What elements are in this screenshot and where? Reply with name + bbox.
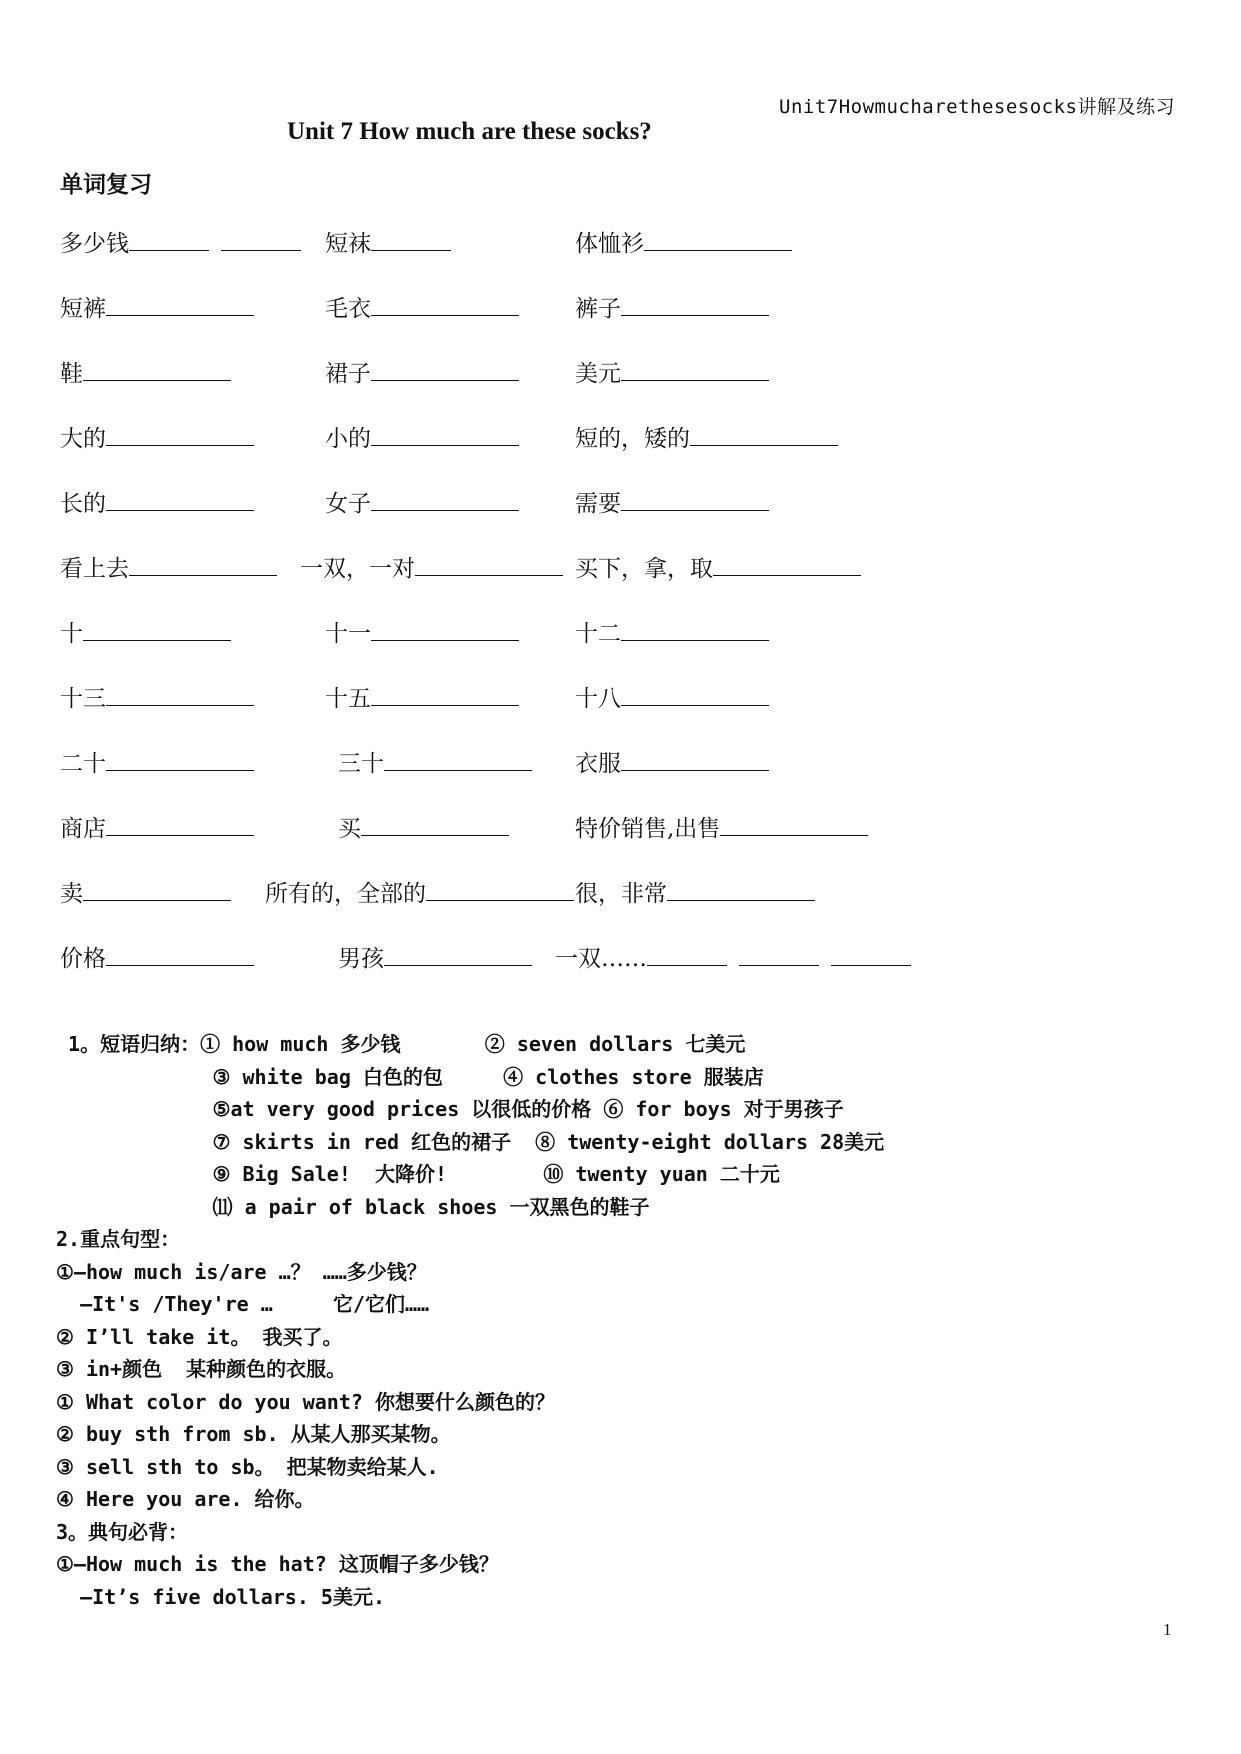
note-line: —It's /They're … 它/它们…… [56,1292,430,1316]
vocab-label: 十三 [60,686,106,712]
vocab-item [60,875,231,908]
answer-blank[interactable] [371,226,451,251]
vocab-item [300,550,563,583]
vocab-label: 女子 [325,491,371,517]
answer-blank[interactable] [739,941,819,966]
answer-blank[interactable] [384,746,532,771]
vocab-item [325,420,519,453]
vocab-label: 短裤 [60,296,106,322]
vocab-item [60,420,254,453]
page-number: 1 [1163,1620,1172,1639]
vocab-label: 十五 [325,686,371,712]
note-line: ⑾ a pair of black shoes 一双黑色的鞋子 [56,1194,650,1219]
note-line: ① What color do you want? 你想要什么颜色的？ [56,1389,555,1414]
vocab-label: 毛衣 [325,296,371,322]
vocab-item [60,680,254,713]
vocab-label: 看上去 [60,556,129,582]
note-line: ⑨ Big Sale! 大降价! ⑩ twenty yuan 二十元 [56,1162,780,1186]
vocab-item [338,745,532,778]
answer-blank[interactable] [647,941,727,966]
vocab-label: 需要 [575,491,621,517]
vocab-row [60,485,1180,550]
vocab-label: 美元 [575,361,621,387]
answer-blank[interactable] [371,356,519,381]
note-line: ③ white bag 白色的包 ④ clothes store 服装店 [56,1064,764,1089]
answer-blank[interactable] [83,616,231,641]
vocab-item [60,355,231,388]
note-line: ③ sell sth to sb。 把某物卖给某人. [56,1454,439,1479]
vocab-item [575,680,769,713]
answer-blank[interactable] [371,681,519,706]
vocab-item [60,810,254,843]
vocab-label: 鞋 [60,361,83,387]
vocab-label: 特价销售,出售 [575,816,721,842]
vocab-label: 裤子 [575,296,621,322]
answer-blank[interactable] [106,486,254,511]
vocab-item [555,940,911,973]
answer-blank[interactable] [83,356,231,381]
vocab-label: 商店 [60,816,106,842]
answer-blank[interactable] [644,226,792,251]
vocab-label: 很，非常 [575,881,667,907]
note-line: ⑤at very good prices 以很低的价格 ⑥ for boys 对于男孩子 [56,1097,844,1121]
answer-blank[interactable] [106,811,254,836]
note-line: 1。短语归纳：① how much 多少钱 ② seven dollars 七美元 [56,1032,746,1056]
vocab-label: 一双，一对 [300,556,415,582]
vocab-item [575,420,838,453]
vocab-item [325,290,519,323]
section-heading-vocabulary: 单词复习 [60,172,152,198]
vocab-row [60,875,1180,940]
vocab-item [575,745,769,778]
answer-blank[interactable] [720,811,868,836]
vocab-label: 衣服 [575,751,621,777]
note-line: ①—how much is/are …？ ……多少钱？ [56,1259,427,1284]
answer-blank[interactable] [129,226,209,251]
vocab-row [60,420,1180,485]
note-line: ⑦ skirts in red 红色的裙子 ⑧ twenty-eight dollars 28美元 [56,1129,885,1154]
vocab-label: 一双…… [555,946,647,972]
vocab-item [575,225,792,258]
vocab-item [325,485,519,518]
vocab-item [60,550,277,583]
answer-blank[interactable] [371,291,519,316]
vocab-item [338,810,509,843]
vocab-item [575,485,769,518]
vocab-item [265,875,574,908]
answer-blank[interactable] [129,551,277,576]
document-title: Unit 7 How much are these socks? [287,118,652,145]
vocab-label: 十 [60,621,83,647]
answer-blank[interactable] [106,681,254,706]
vocab-row [60,940,1180,1005]
note-line: ③ in+颜色 某种颜色的衣服。 [56,1357,347,1381]
vocab-item [60,940,254,973]
answer-blank[interactable] [83,876,231,901]
note-line: ② I’ll take it。 我买了。 [56,1324,343,1349]
vocab-item [575,875,815,908]
answer-blank[interactable] [621,356,769,381]
vocab-item [338,940,532,973]
vocab-row [60,550,1180,615]
vocab-label: 买 [338,816,361,842]
vocab-item [325,225,451,258]
vocab-item [325,355,519,388]
vocab-label: 体恤衫 [575,231,644,257]
vocab-label: 大的 [60,426,106,452]
vocab-row [60,810,1180,875]
vocab-item [575,290,769,323]
vocab-item [575,550,861,583]
vocab-label: 短袜 [325,231,371,257]
note-line: ①—How much is the hat? 这顶帽子多少钱？ [56,1552,499,1576]
vocab-label: 十一 [325,621,371,647]
note-line: ② buy sth from sb. 从某人那买某物。 [56,1422,451,1446]
note-line: 2.重点句型： [56,1227,181,1251]
vocab-label: 短的，矮的 [575,426,690,452]
answer-blank[interactable] [361,811,509,836]
answer-blank[interactable] [621,486,769,511]
vocab-item [575,615,769,648]
vocab-label: 小的 [325,426,371,452]
running-header: Unit7Howmucharethesesocks讲解及练习 [779,96,1175,118]
vocab-label: 二十 [60,751,106,777]
vocab-row [60,225,1180,290]
vocab-label: 价格 [60,946,106,972]
vocab-row [60,745,1180,810]
answer-blank[interactable] [667,876,815,901]
note-line: 3。典句必背： [56,1519,189,1544]
answer-blank[interactable] [106,746,254,771]
answer-blank[interactable] [384,941,532,966]
vocab-item [60,485,254,518]
answer-blank[interactable] [106,941,254,966]
vocab-row [60,680,1180,745]
note-line: ④ Here you are. 给你。 [56,1487,315,1511]
vocab-label: 男孩 [338,946,384,972]
vocab-item [60,745,254,778]
answer-blank[interactable] [621,681,769,706]
vocab-label: 十二 [575,621,621,647]
answer-blank[interactable] [713,551,861,576]
answer-blank[interactable] [831,941,911,966]
vocab-label: 多少钱 [60,231,129,257]
answer-blank[interactable] [371,616,519,641]
answer-blank[interactable] [426,876,574,901]
answer-blank[interactable] [415,551,563,576]
vocab-row [60,615,1180,680]
answer-blank[interactable] [106,421,254,446]
note-line: —It’s five dollars. 5美元. [56,1584,385,1609]
vocab-label: 买下，拿，取 [575,556,713,582]
answer-blank[interactable] [621,746,769,771]
vocab-label: 卖 [60,881,83,907]
vocab-row [60,290,1180,355]
vocab-label: 三十 [338,751,384,777]
vocab-item [60,290,254,323]
answer-blank[interactable] [621,291,769,316]
vocab-item [575,355,769,388]
answer-blank[interactable] [371,421,519,446]
answer-blank[interactable] [371,486,519,511]
vocab-row [60,355,1180,420]
vocab-item [325,615,519,648]
vocab-item [575,810,868,843]
answer-blank[interactable] [621,616,769,641]
vocab-label: 裙子 [325,361,371,387]
vocab-label: 长的 [60,491,106,517]
study-notes [56,1028,884,1613]
vocabulary-review-grid [60,225,1180,1005]
vocab-label: 所有的，全部的 [265,881,426,907]
vocab-item [60,615,231,648]
vocab-item [325,680,519,713]
answer-blank[interactable] [690,421,838,446]
answer-blank[interactable] [221,226,301,251]
vocab-label: 十八 [575,686,621,712]
vocab-item [60,225,301,258]
answer-blank[interactable] [106,291,254,316]
